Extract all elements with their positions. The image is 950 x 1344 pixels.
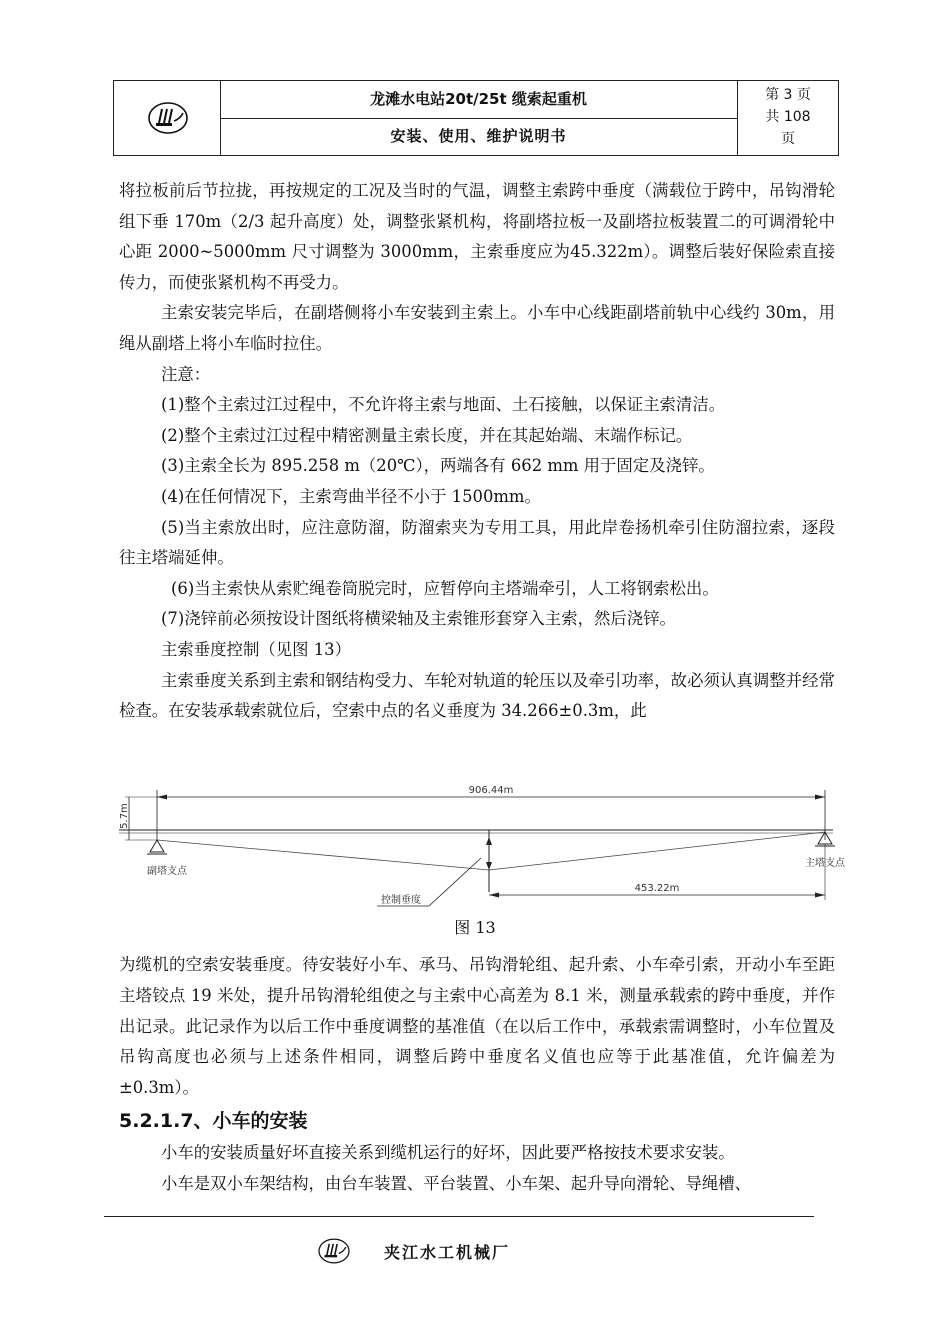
paragraph: 主索垂度关系到主索和钢结构受力、车轮对轨道的轮压以及牵引功率，故必须认真调整并经常检查。在安装承载索就位后，空索中点的名义垂度为 34.266±0.3m，此 xyxy=(119,670,835,721)
footer-logo-icon xyxy=(314,1236,354,1266)
control-sag-label: 控制垂度 xyxy=(381,895,421,906)
note-item: (6)当主索快从索贮绳卷筒脱完时，应暂停向主塔端牵引，人工将钢索松出。 xyxy=(171,578,719,598)
note-item: (4)在任何情况下，主索弯曲半径不小于 1500mm。 xyxy=(161,486,541,506)
page-total-unit: 页 xyxy=(781,131,795,147)
body-text-bottom xyxy=(119,950,835,1200)
span-arrow-left xyxy=(157,795,167,800)
company-name: 夹江水工机械厂 xyxy=(384,1243,511,1262)
page-total: 共 108 xyxy=(765,109,811,125)
half-span-label: 453.22m xyxy=(634,883,680,894)
document-footer xyxy=(0,1236,950,1266)
page-current: 第 3 页 xyxy=(765,87,811,103)
document-subtitle: 安装、使用、维护说明书 xyxy=(390,127,567,145)
document-title: 龙滩水电站20t/25t 缆索起重机 xyxy=(220,81,737,119)
left-support-label: 副塔支点 xyxy=(147,866,187,877)
company-logo-icon xyxy=(147,99,189,137)
paragraph: 将拉板前后节拉拢，再按规定的工况及当时的气温，调整主索跨中垂度（满载位于跨中，吊钩滑轮组下垂 170m（2/3 起升高度）处，调整张紧机构，将副塔拉板一及副塔拉板装置二的可调滑轮中心距 2000~5000mm 尺寸调整为 3000mm，主索垂度应为45.322m）。调整后装好保险索直接传力，而使张紧机构不再受力。 xyxy=(119,181,835,292)
paragraph: 小车的安装质量好坏直接关系到缆机运行的好坏，因此要严格按技术要求安装。 xyxy=(161,1142,735,1162)
note-item: (3)主索全长为 895.258 m（20℃），两端各有 662 mm 用于固定及浇锌。 xyxy=(161,456,715,476)
note-item: (5)当主索放出时，应注意防溜，防溜索夹为专用工具，用此岸卷扬机牵引住防溜拉索，逐段往主塔端延伸。 xyxy=(119,517,835,568)
subheading: 主索垂度控制（见图 13） xyxy=(161,639,351,659)
figure-13 xyxy=(119,782,849,912)
paragraph: 小车是双小车架结构，由台车装置、平台装置、小车架、起升导向滑轮、导绳槽、 xyxy=(161,1173,752,1193)
note-item: (2)整个主索过江过程中精密测量主索长度，并在其起始端、末端作标记。 xyxy=(161,425,693,445)
document-header xyxy=(113,80,839,156)
body-text-top xyxy=(119,176,835,727)
page-number-cell xyxy=(737,81,838,155)
footer-divider xyxy=(104,1216,814,1217)
sag-diagram xyxy=(119,782,849,912)
span-arrow-right xyxy=(815,795,825,800)
section-heading: 5.2.1.7、小车的安装 xyxy=(119,1109,308,1132)
left-support-icon xyxy=(147,840,167,854)
right-support-label: 主塔支点 xyxy=(805,858,845,869)
note-item: (7)浇锌前必须按设计图纸将横梁轴及主索锥形套穿入主索，然后浇锌。 xyxy=(161,609,676,629)
paragraph: 主索安装完毕后，在副塔侧将小车安装到主索上。小车中心线距副塔前轨中心线约 30m，用绳从副塔上将小车临时拉住。 xyxy=(119,303,835,353)
note-label: 注意： xyxy=(161,364,211,384)
height-label: 5.7m xyxy=(119,803,130,829)
company-logo-cell xyxy=(114,81,221,155)
note-item: (1)整个主索过江过程中，不允许将主索与地面、土石接触，以保证主索清洁。 xyxy=(161,395,726,415)
paragraph: 为缆机的空索安装垂度。待安装好小车、承马、吊钩滑轮组、起升索、小车牵引索，开动小车至距主塔铰点 19 米处，提升吊钩滑轮组使之与主索中心高差为 8.1 米，测量承载索的跨中垂度，并作出记录。此记录作为以后工作中垂度调整的基准值（在以后工作中，承载索需调整时，小车位置及吊钩高度也必须与上述条件相同，调整后跨中垂度名义值也应等于此基准值，允许偏差为±0.3m）。 xyxy=(119,955,835,1098)
figure-caption: 图 13 xyxy=(454,918,496,937)
span-label: 906.44m xyxy=(468,785,514,796)
